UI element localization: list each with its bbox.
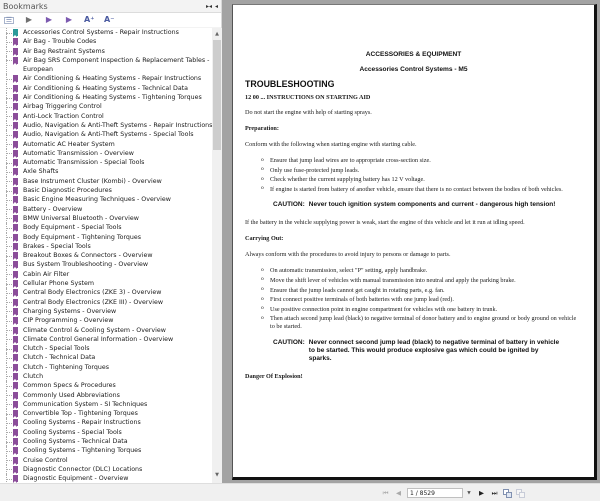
bookmark-item[interactable]	[0, 56, 212, 75]
bookmark-icon	[13, 392, 18, 399]
bookmark-item[interactable]	[0, 251, 212, 260]
bookmark-icon	[13, 327, 18, 334]
bookmark-icon	[13, 178, 18, 185]
decrease-font-icon[interactable]: A⁻	[104, 15, 115, 24]
bookmark-icon	[13, 38, 18, 45]
document-subheader: Accessories Control Systems - M5	[359, 66, 468, 73]
bookmark-item[interactable]	[0, 465, 212, 474]
bookmarks-toolbar	[0, 13, 221, 27]
bookmark-label: Audio, Navigation & Anti-Theft Systems - Special Tools	[23, 131, 194, 139]
page-navigation	[381, 487, 525, 499]
bookmark-label: Base Instrument Cluster (Kombi) - Overview	[23, 177, 162, 185]
bottom-toolbar	[0, 483, 600, 501]
bookmark-item[interactable]	[0, 335, 212, 344]
first-page-button[interactable]: ⏮	[382, 489, 389, 497]
bookmark-icon	[13, 85, 18, 92]
bookmark-item[interactable]	[0, 130, 212, 139]
bookmark-icon	[13, 168, 18, 175]
bookmark-item[interactable]	[0, 409, 212, 418]
bookmark-item[interactable]	[0, 260, 212, 269]
bookmark-item[interactable]	[0, 37, 212, 46]
preparation-list	[261, 157, 582, 193]
bookmark-label: Air Conditioning & Heating Systems - Repair Instructions	[23, 75, 202, 83]
bookmark-label: Cooling Systems - Tightening Torques	[23, 447, 142, 455]
bookmark-label: Cooling Systems - Special Tools	[23, 428, 122, 436]
bookmark-label: Charging Systems - Overview	[23, 307, 117, 315]
section-heading: 12 00 ... INSTRUCTIONS ON STARTING AID	[245, 94, 371, 101]
bookmark-icon	[13, 336, 18, 343]
bookmark-item[interactable]	[0, 316, 212, 325]
continuous-view-icon[interactable]	[503, 489, 512, 498]
bookmark-icon	[13, 150, 18, 157]
bookmark-label: Breakout Boxes & Connectors - Overview	[23, 252, 153, 260]
bookmark-label: CIP Programming - Overview	[23, 317, 114, 325]
list-item: o If engine is started from battery of another vehicle, ensure that there is no contact between the bodies of both vehicles.	[261, 186, 582, 194]
caution-label: CAUTION:	[273, 338, 305, 346]
bookmark-item[interactable]	[0, 446, 212, 455]
bookmark-icon	[13, 419, 18, 426]
bookmark-item[interactable]	[0, 456, 212, 465]
bookmark-options-icon[interactable]: ☰	[5, 15, 13, 24]
bookmark-item[interactable]	[0, 418, 212, 427]
caution-label: CAUTION:	[273, 201, 305, 209]
bookmark-icon	[13, 475, 18, 482]
bookmark-label: Commonly Used Abbreviations	[23, 391, 120, 399]
increase-font-icon[interactable]: A⁺	[84, 15, 95, 24]
caution-block	[273, 339, 582, 363]
bookmark-icon	[13, 410, 18, 417]
bookmark-item[interactable]	[0, 223, 212, 232]
previous-page-button[interactable]: ◀	[396, 489, 401, 497]
bookmark-item[interactable]	[0, 363, 212, 372]
bookmark-icon	[13, 289, 18, 296]
document-page	[232, 4, 597, 480]
bookmark-item[interactable]	[0, 74, 212, 83]
bookmark-icon	[13, 48, 18, 55]
bookmark-label: Anti-Lock Traction Control	[23, 112, 104, 120]
bookmark-label: Clutch - Technical Data	[23, 354, 96, 362]
facing-pages-icon[interactable]	[516, 489, 525, 498]
preparation-heading: Preparation:	[245, 125, 279, 132]
bookmark-item[interactable]	[0, 372, 212, 381]
carrying-out-heading: Carrying Out:	[245, 235, 284, 243]
bookmark-item[interactable]	[0, 195, 212, 204]
bookmark-label: Cellular Phone System	[23, 280, 94, 288]
bookmark-label: Central Body Electronics (ZKE III) - Overview	[23, 298, 163, 306]
bookmark-item[interactable]	[0, 205, 212, 214]
bookmark-icon	[13, 57, 18, 64]
bookmark-label: Air Bag Restraint Systems	[23, 47, 105, 55]
bookmark-icon	[13, 354, 18, 361]
bookmark-label: Cabin Air Filter	[23, 270, 70, 278]
bookmark-label: Airbag Triggering Control	[23, 103, 102, 111]
bookmark-label: Diagnostic Connector (DLC) Locations	[23, 465, 143, 473]
bookmark-icon	[13, 364, 18, 371]
bookmark-icon	[13, 131, 18, 138]
bookmark-icon	[13, 271, 18, 278]
bookmark-label: Cruise Control	[23, 456, 68, 464]
bookmark-label: Accessories Control Systems - Repair Instructions	[23, 29, 179, 36]
bookmark-item[interactable]	[0, 233, 212, 242]
bookmark-label: Cooling Systems - Repair Instructions	[23, 419, 141, 427]
list-item: o First connect positive terminals of both batteries with one jump lead (red).	[261, 296, 582, 304]
list-item: o On automatic transmission, select "P" setting, apply handbrake.	[261, 267, 582, 275]
bookmark-item[interactable]	[0, 428, 212, 437]
carrying-out-text: Always conform with the procedures to avoid injury to persons or damage to parts.	[245, 251, 451, 259]
bookmark-item[interactable]	[0, 288, 212, 297]
bookmark-item[interactable]	[0, 381, 212, 390]
bookmark-item[interactable]	[0, 279, 212, 288]
bookmark-icon	[13, 196, 18, 203]
bookmark-item[interactable]	[0, 102, 212, 111]
bookmark-item[interactable]	[0, 307, 212, 316]
next-page-button[interactable]: ▶	[479, 489, 484, 497]
bookmark-icon	[13, 299, 18, 306]
bookmark-item[interactable]	[0, 270, 212, 279]
page-dropdown-icon[interactable]: ▼	[467, 490, 471, 496]
bookmark-item[interactable]	[0, 93, 212, 102]
bookmark-label: Clutch	[23, 372, 44, 380]
bookmark-icon	[13, 141, 18, 148]
bookmark-icon	[13, 261, 18, 268]
bookmark-icon	[13, 308, 18, 315]
bookmark-label: Diagnostic Equipment - Overview	[23, 475, 129, 483]
bookmark-icon	[13, 252, 18, 259]
bookmark-label: Communication System - SI Techniques	[23, 400, 148, 408]
bookmark-label: Axle Shafts	[23, 168, 59, 176]
list-item: o Check whether the current supplying battery has 12 V voltage.	[261, 176, 582, 184]
bookmark-icon	[13, 224, 18, 231]
bookmark-item[interactable]	[0, 474, 212, 483]
bookmark-item[interactable]	[0, 112, 212, 121]
bookmark-item[interactable]	[0, 28, 212, 37]
collapse-bookmark-icon[interactable]: ▶	[45, 15, 53, 24]
bookmark-label: Clutch - Tightening Torques	[23, 363, 110, 371]
bookmark-label: Convertible Top - Tightening Torques	[23, 410, 138, 418]
bookmark-icon	[13, 159, 18, 166]
page-number-input[interactable]	[407, 488, 463, 498]
bookmark-icon	[13, 243, 18, 250]
bookmark-item[interactable]	[0, 242, 212, 251]
expand-bookmark-icon[interactable]: ▶	[25, 15, 33, 24]
scroll-up-icon[interactable]: ▲	[215, 31, 219, 37]
bookmark-label: Battery - Overview	[23, 205, 83, 213]
bookmark-item[interactable]	[0, 140, 212, 149]
bookmark-icon	[13, 373, 18, 380]
list-item: o Only use fuse-protected jump leads.	[261, 167, 582, 175]
bookmark-label: Air Conditioning & Heating Systems - Tightening Torques	[23, 94, 202, 102]
bookmark-item[interactable]	[0, 167, 212, 176]
document-category-header: ACCESSORIES & EQUIPMENT	[365, 51, 462, 58]
bookmark-icon	[13, 122, 18, 129]
bookmark-label: Cooling Systems - Technical Data	[23, 438, 128, 446]
bookmark-icon	[13, 429, 18, 436]
panel-dock-icon[interactable]: ▸◂	[205, 2, 212, 10]
caution-text: Never touch ignition system components and current - dangerous high tension!	[308, 201, 556, 209]
carrying-out-list	[261, 267, 582, 330]
bookmark-item[interactable]	[0, 47, 212, 56]
bookmark-label: Bus System Troubleshooting - Overview	[23, 261, 149, 269]
bookmark-label: Automatic Transmission - Special Tools	[23, 159, 145, 167]
list-item: o Use positive connection point in engine compartment for vehicles with one battery in trunk.	[261, 306, 582, 314]
bookmark-label: Basic Diagnostic Procedures	[23, 187, 112, 195]
bookmark-label: Clutch - Special Tools	[23, 345, 90, 353]
bookmark-label: Automatic Transmission - Overview	[23, 149, 134, 157]
bookmark-icon	[13, 317, 18, 324]
bookmarks-tree	[0, 28, 212, 483]
bookmark-icon	[13, 345, 18, 352]
bookmark-label: Air Bag SRS Component Inspection & Replacement Tables - European	[23, 56, 210, 74]
scroll-down-icon[interactable]: ▼	[215, 472, 219, 478]
bookmarks-scrollbar[interactable]	[212, 28, 222, 483]
bookmark-item[interactable]	[0, 177, 212, 186]
bookmark-item[interactable]	[0, 326, 212, 335]
bookmark-icon	[13, 466, 18, 473]
bookmark-label: Brakes - Special Tools	[23, 242, 91, 250]
bookmark-icon	[13, 457, 18, 464]
bookmark-item[interactable]	[0, 437, 212, 446]
scrollbar-thumb[interactable]	[213, 40, 221, 150]
bookmark-item[interactable]	[0, 149, 212, 158]
bookmark-icon	[13, 94, 18, 101]
bookmark-icon	[13, 438, 18, 445]
bookmark-icon	[13, 215, 18, 222]
bookmark-item[interactable]	[0, 400, 212, 409]
caution-text: Never connect second jump lead (black) to negative terminal of battery in vehicle to be started. This would produce explosive gas which could be ignited by sparks.	[308, 338, 560, 362]
bookmark-icon	[13, 75, 18, 82]
bookmark-item[interactable]	[0, 214, 212, 223]
bookmarks-panel-title: Bookmarks	[3, 1, 48, 11]
bookmark-icon	[13, 447, 18, 454]
bookmark-label: Automatic AC Heater System	[23, 140, 115, 148]
caution-block	[273, 201, 582, 209]
last-page-button[interactable]: ⏭	[491, 489, 498, 497]
list-item: o Ensure that jump lead wires are to appropriate cross-section size.	[261, 157, 582, 165]
bookmark-item[interactable]	[0, 186, 212, 195]
intro-paragraph: Do not start the engine with help of starting sprays.	[245, 109, 372, 116]
current-bookmark-icon[interactable]: ▶	[65, 15, 73, 24]
bookmark-icon	[13, 234, 18, 241]
bookmark-icon	[13, 113, 18, 120]
weak-battery-paragraph: If the battery in the vehicle supplying power is weak, start the engine of this vehicle and let it run at idling speed.	[245, 219, 525, 227]
bookmarks-panel-header	[0, 0, 221, 13]
list-item: o Ensure that the jump leads cannot get caught in rotating parts, e.g. fan.	[261, 287, 582, 295]
bookmark-item[interactable]	[0, 391, 212, 400]
document-viewer	[222, 0, 600, 483]
list-item: o Then attach second jump lead (black) to negative terminal of donor battery and to engine ground or body ground on vehicle to be started.	[261, 315, 582, 330]
bookmark-item[interactable]	[0, 298, 212, 307]
panel-collapse-icon[interactable]: ◂	[214, 2, 218, 10]
bookmark-icon	[13, 280, 18, 287]
bookmark-item[interactable]	[0, 158, 212, 167]
bookmark-icon	[13, 103, 18, 110]
bookmark-label: Climate Control & Cooling System - Overview	[23, 326, 166, 334]
bookmark-icon	[13, 29, 18, 36]
bookmark-icon	[13, 382, 18, 389]
bookmark-label: Central Body Electronics (ZKE 3) - Overview	[23, 289, 162, 297]
danger-heading: Danger Of Explosion!	[245, 372, 303, 380]
bookmark-icon	[13, 187, 18, 194]
bookmark-icon	[13, 401, 18, 408]
bookmark-label: BMW Universal Bluetooth - Overview	[23, 214, 139, 222]
bookmark-label: Basic Engine Measuring Techniques - Overview	[23, 196, 171, 204]
bookmark-item[interactable]	[0, 121, 212, 130]
preparation-text: Conform with the following when starting engine with starting cable.	[245, 141, 417, 148]
bookmark-label: Audio, Navigation & Anti-Theft Systems - Repair Instructions	[23, 121, 212, 129]
bookmark-label: Body Equipment - Special Tools	[23, 224, 122, 232]
bookmark-item[interactable]	[0, 344, 212, 353]
bookmark-item[interactable]	[0, 84, 212, 93]
bookmark-label: Air Conditioning & Heating Systems - Technical Data	[23, 84, 189, 92]
bookmark-item[interactable]	[0, 353, 212, 362]
bookmark-label: Air Bag - Trouble Codes	[23, 38, 97, 46]
bookmark-label: Body Equipment - Tightening Torques	[23, 233, 142, 241]
list-item: o Move the shift lever of vehicles with manual transmission into neutral and apply the parking brake.	[261, 277, 582, 285]
bookmark-label: Common Specs & Procedures	[23, 382, 116, 390]
bookmark-icon	[13, 206, 18, 213]
document-title: TROUBLESHOOTING	[245, 79, 335, 89]
bookmark-label: Climate Control General Information - Overview	[23, 335, 174, 343]
